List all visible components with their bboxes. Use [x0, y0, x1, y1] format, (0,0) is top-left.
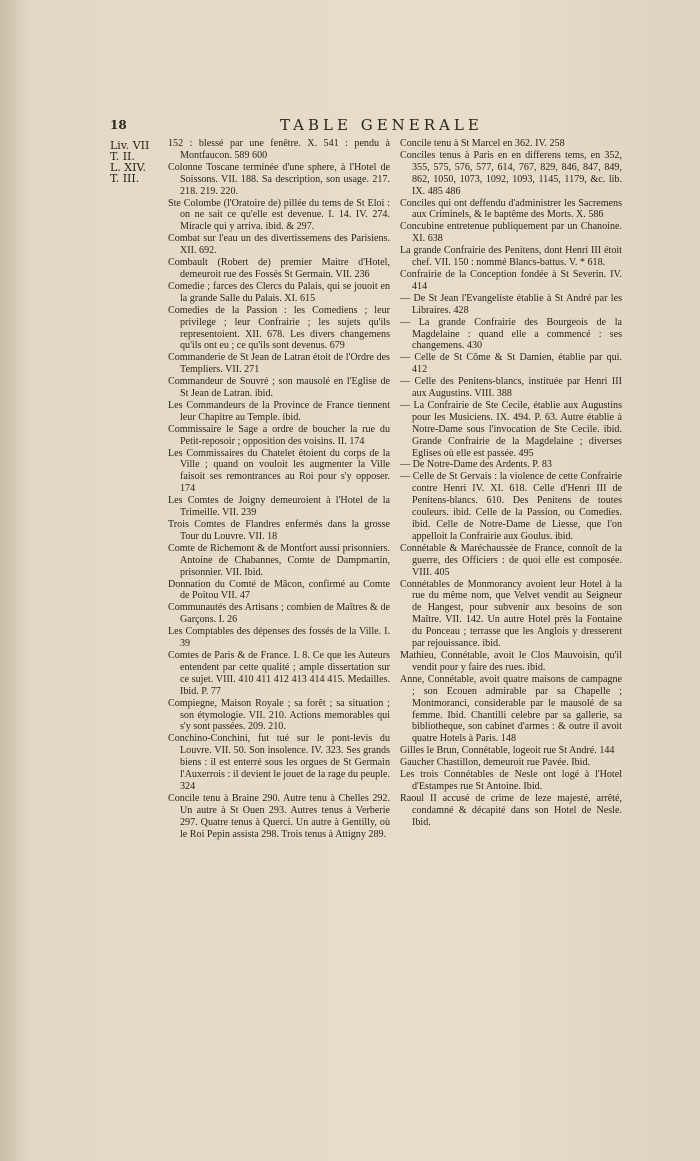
index-entry: Comte de Richemont & de Montfort aussi prisonniers. Antoine de Chabannes, Comte de Dampmartin, prisonnier. VII. Ibid. [168, 542, 390, 578]
index-entry: Conchino-Conchini, fut tué sur le pont-levis du Louvre. VII. 50. Son insolence. IV. 323. Ses grands biens : il est enterré sous les orgues de St Germain l'Auxerrois : il devient le jouet de la rage du peuple. 324 [168, 733, 390, 792]
index-entry: Trois Comtes de Flandres enfermés dans la grosse Tour du Louvre. VII. 18 [168, 519, 390, 542]
index-entry: — La grande Confrairie des Bourgeois de la Magdelaine : quand elle a commencé : ses changemens. 430 [400, 316, 622, 352]
right-column [400, 138, 622, 829]
margin-note: T. II. [110, 150, 135, 163]
margin-note: T. III. [110, 172, 140, 185]
index-entry: Connétable & Maréchaussée de France, connoît de la guerre, des Officiers : de quoi elle est composée. VIII. 405 [400, 542, 622, 578]
index-entry: Ste Colombe (l'Oratoire de) pillée du tems de St Eloi : on ne sait ce qu'elle est devenue. I. 14. IV. 274. Miracle qui y arriva. ibid. & 297. [168, 197, 390, 233]
index-entry: Compiegne, Maison Royale ; sa forêt ; sa situation ; son étymologie. VII. 210. Actions memorables qui s'y sont passées. 209. 210. [168, 697, 390, 733]
index-entry: 152 : blessé par une fenêtre. X. 541 : pendu à Montfaucon. 589 600 [168, 138, 390, 161]
index-entry: Comtes de Paris & de France. I. 8. Ce que les Auteurs entendent par cette qualité ; ample dissertation sur ce sujet. VIII. 410 411 412 413 414 415. Medailles. Ibid. P. 77 [168, 649, 390, 697]
index-entry: Les Commandeurs de la Province de France tiennent leur Chapitre au Temple. ibid. [168, 399, 390, 423]
index-entry: Commissaire le Sage a ordre de boucher la rue du Petit-reposoir ; opposition des voisins. II. 174 [168, 423, 390, 447]
index-entry: — Celle de St Côme & St Damien, établie par qui. 412 [400, 352, 622, 376]
index-entry: Gaucher Chastillon, demeuroit rue Pavée. Ibid. [400, 757, 591, 769]
margin-notes [110, 140, 170, 184]
index-entry: — La Confrairie de Ste Cecile, établie aux Augustins pour les Musiciens. IX. 494. P. 63. Autre établie à Notre-Dame sous l'invocation de Ste Cecile. ibid. Grande Confrairie de la Magdelaine ; diverses Eglises où elle est passée. 495 [400, 399, 622, 459]
index-entry: Anne, Connétable, avoit quatre maisons de campagne ; son Ecouen admirable par sa Chapelle ; Montmoranci, considerable par le mausolé de sa femme. Ibid. Chantilli celebre par sa gallerie, sa bibliotheque, son cabinet d'armes : & outre il avoit quatre Hotels à Paris. 148 [400, 673, 622, 745]
index-entry: Les Comptables des dépenses des fossés de la Ville. I. 39 [168, 626, 390, 650]
index-entry: Les Commissaires du Chatelet étoient du corps de la Ville ; quand on vouloit les augmenter la Ville faisoit ses remontrances au Roi pour s'y opposer. 174 [168, 447, 390, 495]
margin-note: Liv. VII [110, 139, 150, 152]
index-entry: Confrairie de la Conception fondée à St Severin. IV. 414 [400, 268, 622, 292]
index-entry: Conciles tenus à Paris en en differens tems, en 352, 355, 575, 576, 577, 614, 767, 829, 846, 847, 849, 862, 1050, 1073, 1092, 1093, 1145, 1179, &c. lib. IX. 485 486 [400, 149, 622, 197]
index-entry: Raoul II accusé de crime de leze majesté, arrêté, condamné & décapité dans son Hotel de Nesle. Ibid. [400, 792, 622, 828]
index-entry: — De Notre-Dame des Ardents. P. 83 [400, 459, 552, 471]
index-entry: Concubine entretenue publiquement par un Chanoine. XI. 638 [400, 221, 622, 245]
left-column [168, 138, 390, 840]
index-entry: Communautés des Artisans ; combien de Maîtres & de Garçons. I. 26 [168, 602, 390, 626]
index-entry: — De St Jean l'Evangeliste établie à St André par les Libraires. 428 [400, 292, 622, 316]
index-entry: Combat sur l'eau un des divertissemens des Parisiens. XII. 692. [168, 233, 390, 257]
index-entry: Les trois Connétables de Nesle ont logé à l'Hotel d'Estampes rue St Antoine. Ibid. [400, 769, 622, 792]
index-entry: Concile tenu à St Marcel en 362. IV. 258 [400, 138, 565, 149]
page-header [110, 116, 630, 138]
index-entry: Gilles le Brun, Connétable, logeoit rue St André. 144 [400, 745, 615, 757]
index-entry: Comedie ; farces des Clercs du Palais, qui se jouoit en la grande Salle du Palais. XI. 615 [168, 280, 390, 304]
index-entry: — Celle de St Gervais : la violence de cette Confrairie contre Henri IV. XI. 618. Celle d'Henri III de Penitens-blancs. 610. Des Penitens de toutes couleurs. ibid. Celle de la Passion, ou Comedies. ibid. Celle de Notre-Dame de Liesse, que l'on appelloit la Confrairie aux Goulus. ibid. [400, 471, 622, 542]
index-entry: Conciles qui ont deffendu d'administrer les Sacremens aux Criminels, & le baptême des Morts. X. 586 [400, 197, 622, 221]
margin-note: L. XIV. [110, 161, 146, 174]
index-entry: Les Comtes de Joigny demeuroient à l'Hotel de la Trimeille. VII. 239 [168, 495, 390, 519]
running-title: TABLE GENERALE [280, 116, 483, 134]
index-entry: Donnation du Comté de Mâcon, confirmé au Comte de Poitou VII. 47 [168, 578, 390, 602]
index-entry: Colonne Toscane terminée d'une sphere, à l'Hotel de Soissons. VII. 188. Sa description, son usage. 217. 218. 219. 220. [168, 161, 390, 197]
page-number: 18 [110, 118, 127, 132]
index-entry: Mathieu, Connétable, avoit le Clos Mauvoisin, qu'il vendit pour y faire des rues. ibid. [400, 649, 622, 673]
index-entry: Comedies de la Passion : les Comediens ; leur privilege ; leur Confrairie ; les sujets qu'ils representoient. XII. 678. Les divers changemens qu'ils ont eu ; ce qu'ils sont devenus. 679 [168, 304, 390, 352]
index-entry: La grande Confrairie des Penitens, dont Henri III étoit chef. VII. 150 : nommé Blancs-battus. V. * 618. [400, 245, 622, 269]
index-entry: Commandeur de Souvré ; son mausolé en l'Eglise de St Jean de Latran. ibid. [168, 376, 390, 400]
index-entry: Commanderie de St Jean de Latran étoit de l'Ordre des Templiers. VII. 271 [168, 352, 390, 376]
index-entry: Concile tenu à Braine 290. Autre tenu à Chelles 292. Un autre à St Ouen 293. Autres tenus à Verberie 297. Quatre tenus à Querci. Un autre à Gentilly, où le Roi Pepin assista 298. Trois tenus à Attigny 289. [168, 792, 390, 840]
index-entry: Connétables de Monmorancy avoient leur Hotel à la rue du même nom, que Velvet vendit au Seigneur de Hangest, pour subvenir aux besoins de son Maître. VII. 142. Un autre Hotel près la Fontaine du Ponceau ; terrasse que les Anglois y dresserent par rejouissance. ibid. [400, 578, 622, 650]
index-entry: Combault (Robert de) premier Maitre d'Hotel, demeuroit rue des Fossés St Germain. VII. 236 [168, 257, 390, 280]
index-entry: — Celle des Penitens-blancs, instituée par Henri III aux Augustins. VIII. 388 [400, 376, 622, 400]
